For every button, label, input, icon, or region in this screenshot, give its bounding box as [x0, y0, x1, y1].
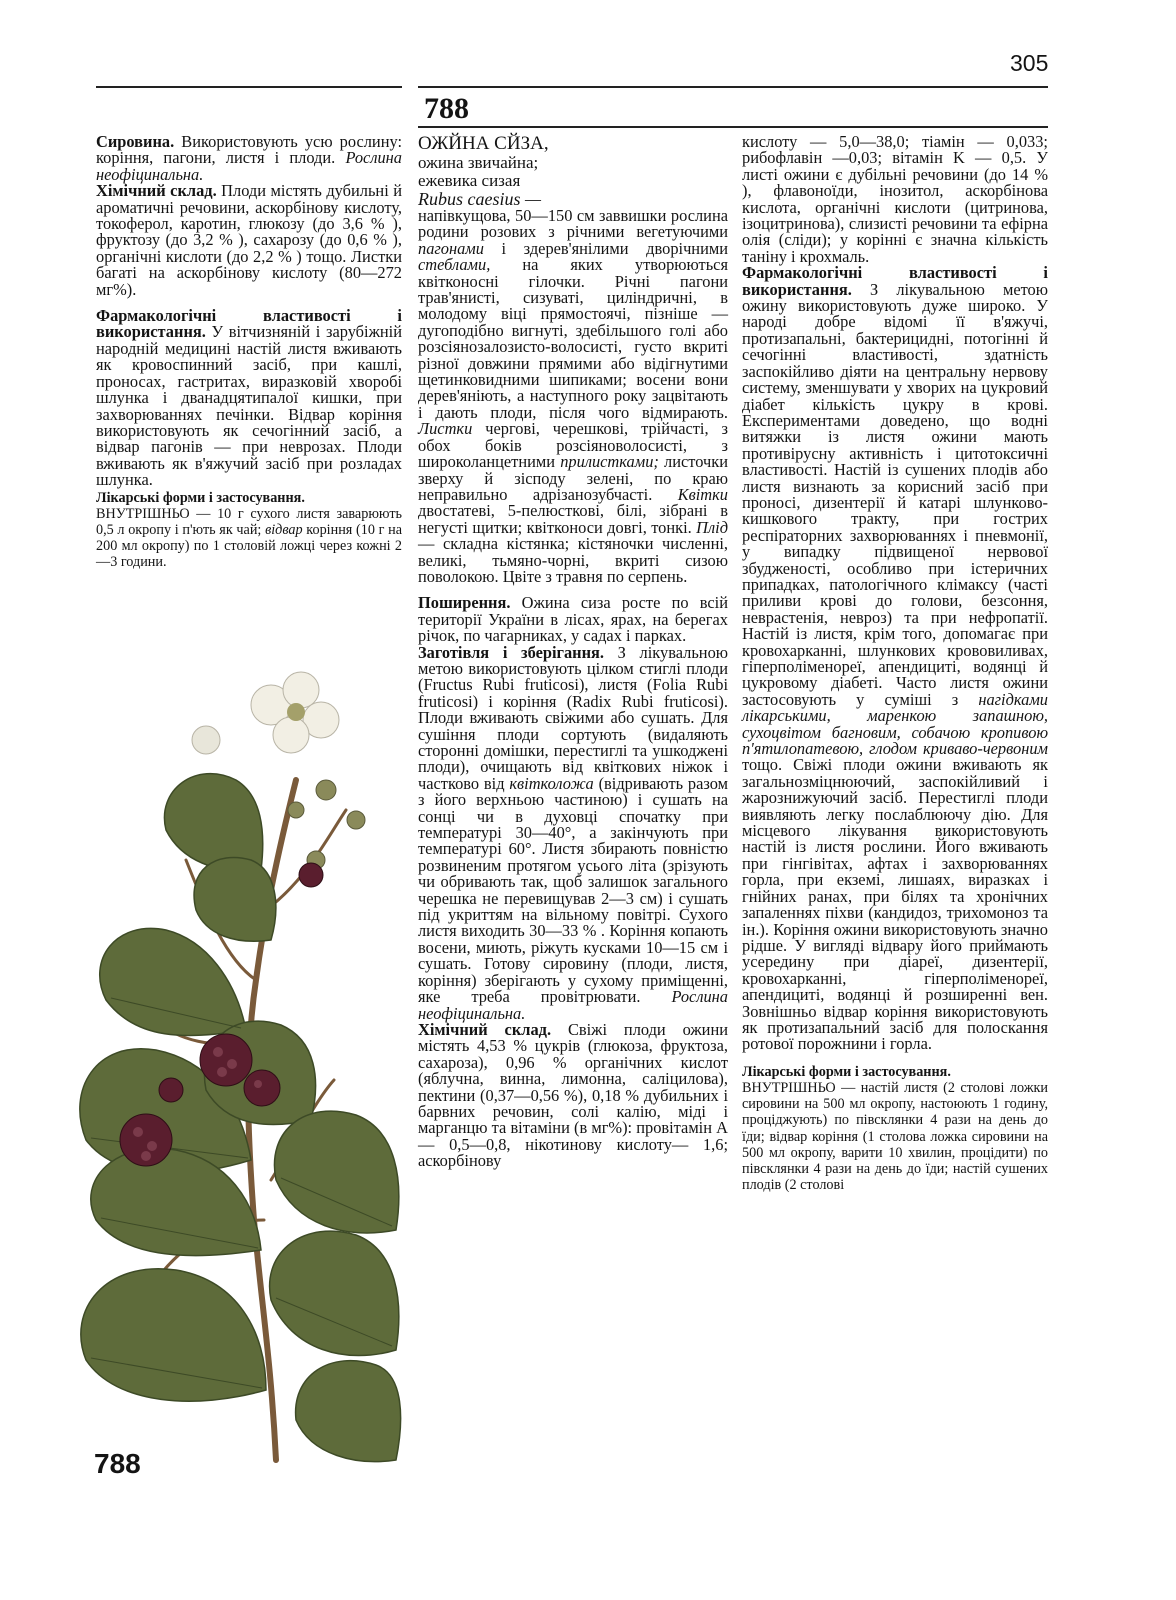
forms-decoction-term: відвар: [265, 521, 303, 538]
chemistry-paragraph: [418, 1019, 729, 1171]
harvest-term: квітколожа: [509, 773, 594, 793]
distribution-paragraph: [418, 595, 728, 644]
plate-number: 788: [94, 1448, 141, 1479]
raw-material-note: Рослина неофіцинальна.: [96, 148, 402, 184]
description-text-1: напівкущова, 50—150 см заввишки рослина родини розових з річними вегетуючими: [418, 206, 728, 242]
description-term-1: пагонами: [418, 238, 484, 258]
pharm-heading: Фармакологічні властивості і використання.: [96, 306, 402, 342]
raw-material-text: Використовують усю рослину: коріння, пагони, листя і плоди.: [96, 132, 402, 168]
raw-material-heading: Сировина.: [96, 132, 175, 151]
dewberry-illustration: [66, 660, 404, 1466]
leaf-cluster: [80, 774, 401, 1462]
chem-composition-heading: Хімічний склад.: [96, 181, 217, 201]
page-number: 305: [1010, 50, 1049, 76]
distribution-heading: Поширення.: [418, 593, 511, 613]
pharmacology-herbs: нагідками лікарськими, маренкою запашною, сухоцвітом багновим, собачою кропивою п'ятилопатевою, глодом криваво-червоним: [742, 689, 1048, 759]
description-paragraph: [418, 208, 728, 585]
distribution-text: Ожина сиза росте по всій території України в лісах, ярах, на берегах річок, по чагарниках, у садах і парках.: [418, 593, 728, 646]
forms-heading: Лікарські форми і застосування.: [96, 489, 305, 506]
description-term-2: стеблами,: [418, 255, 491, 275]
plant-name: ОЖЙНА СЙЗА,: [418, 133, 549, 154]
pharm-text: У вітчизняній і зарубіжній народній медицині настій листя вживають як кровоспинний засіб, при кашлі, проносах, гастритах, виразковій хворобі шлунка і дванадцятипалої кишки, при захворюваннях печінки. Відвар коріння використовують як сечогінний засіб, а відвар пагонів — при неврозах. Плоди вживають як в'яжучий засіб при розладах шлунка.: [96, 322, 402, 490]
forms-text-1: ВНУТРІШНЬО — 10 г сухого листя заварюють 0,5 л окропу і п'ють як чай;: [96, 505, 402, 538]
chem-composition-paragraph: [96, 183, 402, 298]
entry-number: 788: [424, 92, 469, 125]
latin-name-text: Rubus caesius —: [418, 189, 541, 209]
forms-paragraph: [96, 506, 402, 571]
forms-heading-paragraph: [96, 489, 402, 506]
description-text-5: листочки зверху й зісподу зелені, по краю неправильно адрізанозубчасті.: [418, 452, 728, 504]
flower: [192, 672, 339, 754]
raw-material-paragraph: [96, 134, 402, 183]
chemistry-text: Свіжі плоди ожини містять 4,53 % цукрів (глюкоза, фруктоза, сахароза), 0,96 % органічних кислот (яблучна, винна, лимонна, саліцилова), пектини (0,37—0,56 %), 0,18 % дубильних і барвних речовин, солі калію, міді і марганцю та вітаміни (в мг%): провітамін А — 0,5—0,8, нікотинову кислоту— 1,6; аскорбінову: [418, 1019, 729, 1171]
russian-name: ежевика сизая: [418, 171, 521, 190]
description-text-7: — складна кістянка; кістяночки численні, великі, тьмяно-чорні, вкриті сизою поволокою. Цвіте з травня по серпень.: [418, 534, 728, 586]
forms-text-2: коріння (10 г на 200 мл окропу) по 1 столовій ложці через кожні 2—3 години.: [96, 521, 403, 571]
chemistry-continued-paragraph: кислоту — 5,0—38,0; тіамін — 0,033; рибофлавін —0,03; вітамін K — 0,5. У листі ожини є дубільні речовини (до 14 % ), флавоноїди, інозитол, аскорбінова кислота, органічні кислоти (цитринова, ізоцитринова), слизисті речовини та ефірна олія (сліди); у корінні є значна кількість таніну і крохмаль.: [742, 132, 1048, 266]
left-column: [96, 134, 402, 571]
description-text-2: і здерев'янілими дворічними: [483, 238, 728, 258]
description-text-4: чергові, черешкові, трійчасті, з обох боків розсіяноволосисті, з широколанцетними: [418, 419, 728, 472]
description-text-3: на яких утворюються квітконосні гілочки. Річні пагони трав'янисті, сизуваті, циліндричні, в молодому віці прямостоячі, пізніше — дугоподібно вигнуті, здебільшого голі або розсіянозалозисто-волосисті, густо вкриті різної довжини прямими або відігнутими щетинковидними шипиками; восени вони дерев'яніють, а наступного року зацвітають і дають плоди, після чого відмирають.: [418, 255, 728, 422]
flower-buds: [288, 780, 365, 869]
pharmacology-text-2: тощо. Свіжі плоди ожини вживають як загальнозміцнюючий, заспокійливий і жарознижуючий засіб. Перестиглі плоди виявляють легку послаблюючу дію. Для місцевого лікування використовують настій із листя рослини. Його вживають при гінгівітах, афтах і захворюваннях горла, при екземі, лишаях, виразках і гнійних ранах, при білях та хронічних запаленнях піхви (кандидоз, трихомоноз та ін.). Коріння ожини використовують значно рідше. У вигляді відвару його приймають усередину при діареї, дизентерії, кровохарканні, гіперполіменореї, апендициті, водянці й розширенні вен. Зовнішньо відвар коріння використовують як протизапальний засіб для полоскання ротової порожнини і горла.: [742, 755, 1048, 1054]
chemistry-heading: Хімічний склад.: [418, 1019, 552, 1039]
entry-rule: [418, 126, 1048, 128]
header-rule-left: [96, 86, 402, 88]
ukrainian-synonym: ожина звичайна;: [418, 153, 539, 172]
description-term-5: Квітки: [677, 484, 728, 504]
harvest-text-2: (відривають разом з його верхньою частиною) і сушать на сонці чи в духовці спочатку при температурі 30—40°, а закінчують при температурі 60°. Листя збирають повністю розвиненим протягом усього літа (зрізують чи обривають так, щоб залишок загального черешка не перевищував 2—3 см) і сушать під укриттям на вільному повітрі. Сухого листя виходить 30—33 % . Коріння копають восени, миють, ріжуть кусками 10—15 см і сушать. Готову сировину (плоди, листя, коріння) зберігають у сухому приміщенні, яке треба провітрювати.: [418, 773, 729, 1007]
harvest-paragraph: [418, 642, 729, 1023]
harvest-text-1: З лікувальною метою використовують цілком стиглі плоди (Fructus Rubi fruticosi), листя (Folia Rubi fruticosi) і коріння (Radix Rubi fruticosi). Плоди вживають свіжими або сушать. Для сушіння плоди сортують (видаляють сторонні домішки, перестиглі та ушкоджені плоди), очищають від квіткових ніжок і частково від: [418, 642, 729, 793]
pharmacology-heading: Фармакологічні властивості і використання.: [742, 263, 1048, 299]
pharmacology-text-1: З лікувальною метою ожину використовують дуже широко. У народі добре відомі її в'яжучі, протизапальні, бактерицидні, потогінні й сечогінні властивості, здатність заспокійливо діяти на центральну нервову систему, зменшувати у хворих на цукровий діабет кількість цукру в крові. Експериментами доведено, що водні витяжки із листя ожини мають противірусну активність і цитотоксичні властивості. Настій із сушених плодів або листя визнають за корисний засіб при проносі, дизентерії й катарі шлунково-кишкового тракту, при гострих респіраторних захворюваннях і пневмонії, у випадку підвищеної нервової збудженості, особливо при істеричних припадках, патологічного клімаксу (часті приливи крові до голови, безсоння, неврастенія, невроз) та при нефропатії. Настій із листя, крім того, допомагає при кровохарканні, шлункових крововиливах, гіперполіменореї, апендициті, водянці й цукровому діабеті. Часто листя ожини застосовують у суміші з: [742, 279, 1048, 709]
dosage-paragraph: ВНУТРІШНЬО — настій листя (2 столові ложки сировини на 500 мл окропу, настоюють 1 годину, проціджують) по півсклянки 4 рази на день до їди; відвар коріння (1 столова ложка сировини на 500 мл окропу, варити 10 хвилин, процідити) по півсклянки 4 рази на день до їди; настій сушених плодів (2 столові: [742, 1079, 1048, 1194]
chem-composition-text: Плоди містять дубильні й ароматичні речовини, аскорбінову кислоту, токоферол, каротин, глюкозу (до 3,6 % ), фруктозу (до 3,2 % ), сахарозу (до 0,6 % ), органічні кислоти (до 2,2 % ) тощо. Листки багаті на аскорбінову кислоту (80—272 мг%).: [96, 181, 403, 299]
description-term-3: Листки: [418, 419, 473, 439]
description-text-6: двостатеві, 5-пелюсткові, білі, зібрані в негусті щитки; квітконоси довгі, тонкі.: [418, 501, 728, 537]
pharmacology-paragraph: [742, 265, 1048, 1053]
description-term-6: Плід: [696, 517, 728, 537]
right-column: [742, 134, 1048, 1193]
description-term-4: прилистками;: [560, 452, 659, 472]
middle-column: [418, 134, 728, 1170]
dosage-heading: Лікарські форми і застосування.: [742, 1063, 951, 1080]
pharm-paragraph: [96, 308, 402, 488]
harvest-note: Рослина неофіцинальна.: [418, 987, 728, 1023]
dosage-heading-paragraph: [742, 1063, 1048, 1080]
header-rule-right: [418, 86, 1048, 88]
harvest-heading: Заготівля і зберігання.: [418, 642, 605, 662]
